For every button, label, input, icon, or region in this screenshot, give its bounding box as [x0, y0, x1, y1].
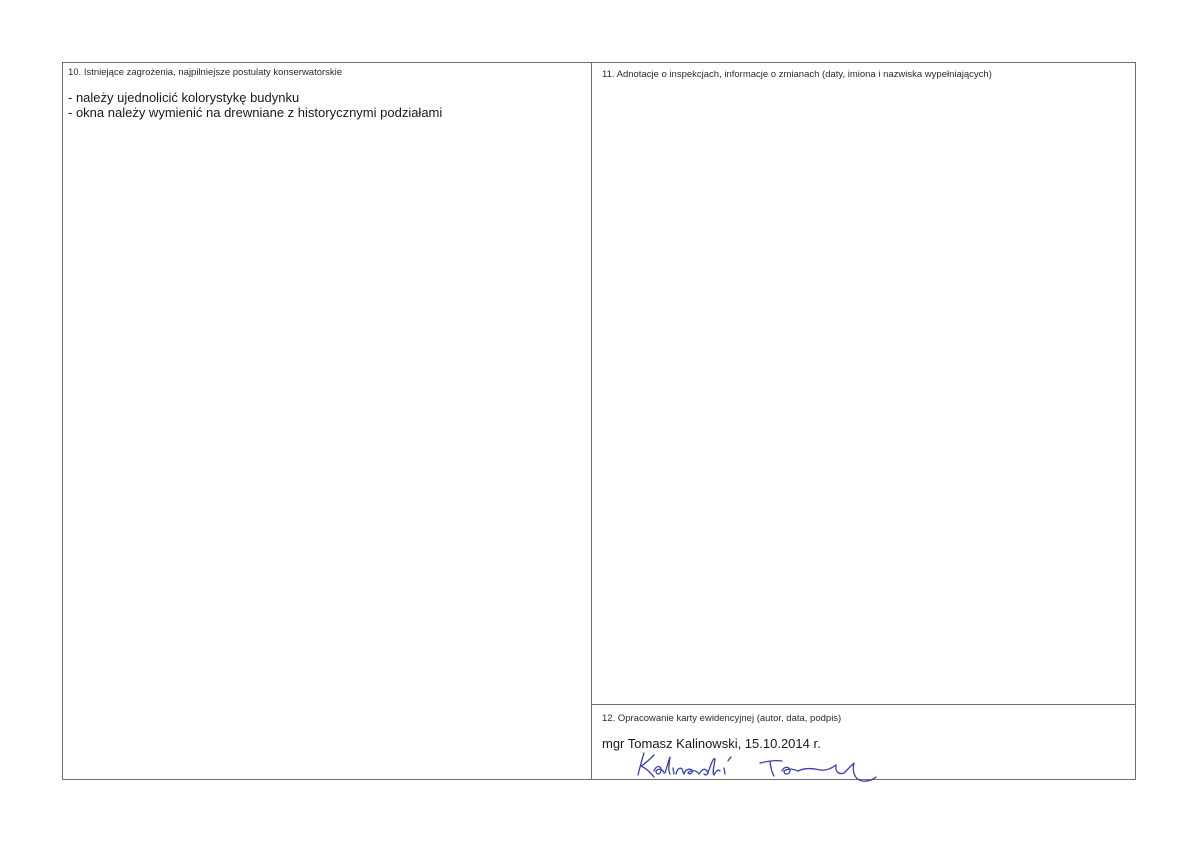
form-table — [62, 62, 1136, 780]
signature-icon — [632, 749, 892, 783]
cell-inspection-notes — [592, 63, 1135, 705]
cell-card-author — [592, 705, 1135, 779]
postulates-list — [68, 90, 442, 120]
section-10-title: 10. Istniejące zagrożenia, najpilniejsze postulaty konserwatorskie — [68, 67, 343, 78]
author-date: mgr Tomasz Kalinowski, 15.10.2014 r. — [602, 736, 821, 751]
section-12-title: 12. Opracowanie karty ewidencyjnej (autor, data, podpis) — [602, 713, 842, 724]
cell-threats-postulates — [63, 63, 592, 779]
list-item: - okna należy wymienić na drewniane z historycznymi podziałami — [68, 105, 443, 120]
section-11-title: 11. Adnotacje o inspekcjach, informacje o zmianach (daty, imiona i nazwiska wypełniających) — [602, 69, 992, 80]
list-item: - należy ujednolicić kolorystykę budynku — [68, 90, 300, 105]
